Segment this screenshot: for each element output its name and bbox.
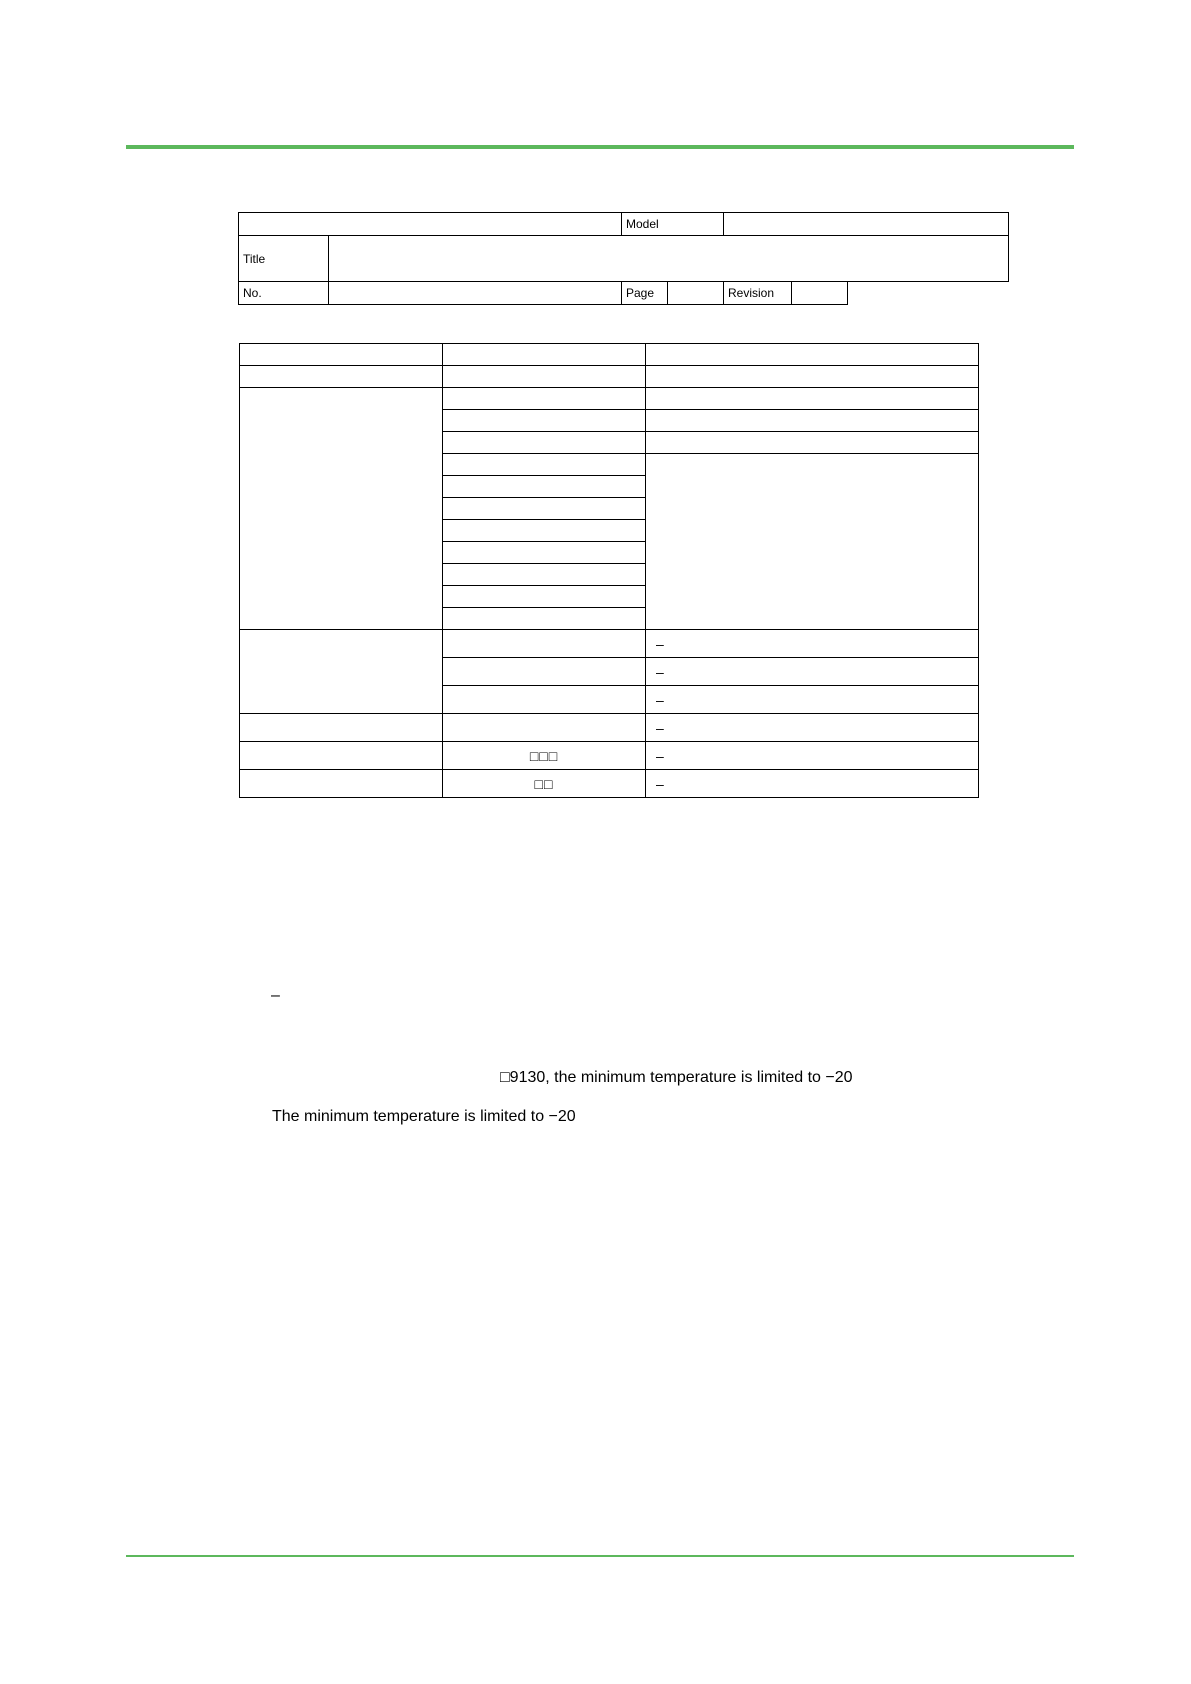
table-cell [443, 586, 646, 608]
model-value [724, 213, 1009, 236]
footer-rule [126, 1555, 1074, 1557]
dash-cell: – [646, 630, 979, 658]
dash-cell: – [646, 742, 979, 770]
table-cell [443, 498, 646, 520]
table-cell [443, 686, 646, 714]
table-cell [240, 742, 443, 770]
table-cell [443, 542, 646, 564]
table-cell [646, 432, 979, 454]
header-rule [126, 145, 1074, 149]
note-line-1: □9130, the minimum temperature is limited to −20 [500, 1069, 853, 1086]
table-cell [240, 344, 443, 366]
no-value [329, 282, 622, 305]
table-cell [240, 714, 443, 742]
code-cell: □□□ [443, 742, 646, 770]
no-label: No. [239, 282, 329, 305]
table-merged-cell [646, 454, 979, 630]
table-cell [646, 344, 979, 366]
table-cell [443, 454, 646, 476]
table-cell [443, 630, 646, 658]
dash-cell: – [646, 770, 979, 798]
header-blank-cell [239, 213, 622, 236]
table-cell [646, 366, 979, 388]
table-cell [443, 476, 646, 498]
dash-cell: – [646, 686, 979, 714]
table-cell [443, 388, 646, 410]
table-cell [443, 714, 646, 742]
dash-cell: – [646, 658, 979, 686]
table-group-cell [240, 388, 443, 630]
model-label: Model [622, 213, 724, 236]
table-cell [443, 658, 646, 686]
table-cell [646, 410, 979, 432]
note-line-2: The minimum temperature is limited to −20 [272, 1108, 576, 1125]
table-cell [443, 344, 646, 366]
note-dash: – [271, 987, 280, 1004]
table-cell [443, 520, 646, 542]
table-cell [443, 366, 646, 388]
dash-cell: – [646, 714, 979, 742]
page-value [668, 282, 724, 305]
table-cell [443, 564, 646, 586]
revision-label: Revision [724, 282, 792, 305]
revision-value [792, 282, 848, 305]
table-cell [443, 432, 646, 454]
table-group-cell [240, 630, 443, 714]
code-cell: □□ [443, 770, 646, 798]
table-cell [240, 366, 443, 388]
spec-table [239, 343, 979, 798]
table-cell [646, 388, 979, 410]
title-label: Title [239, 236, 329, 282]
table-cell [443, 410, 646, 432]
title-value [329, 236, 1009, 282]
table-cell [443, 608, 646, 630]
document-header-table [238, 212, 1009, 305]
page-label: Page [622, 282, 668, 305]
table-cell [240, 770, 443, 798]
